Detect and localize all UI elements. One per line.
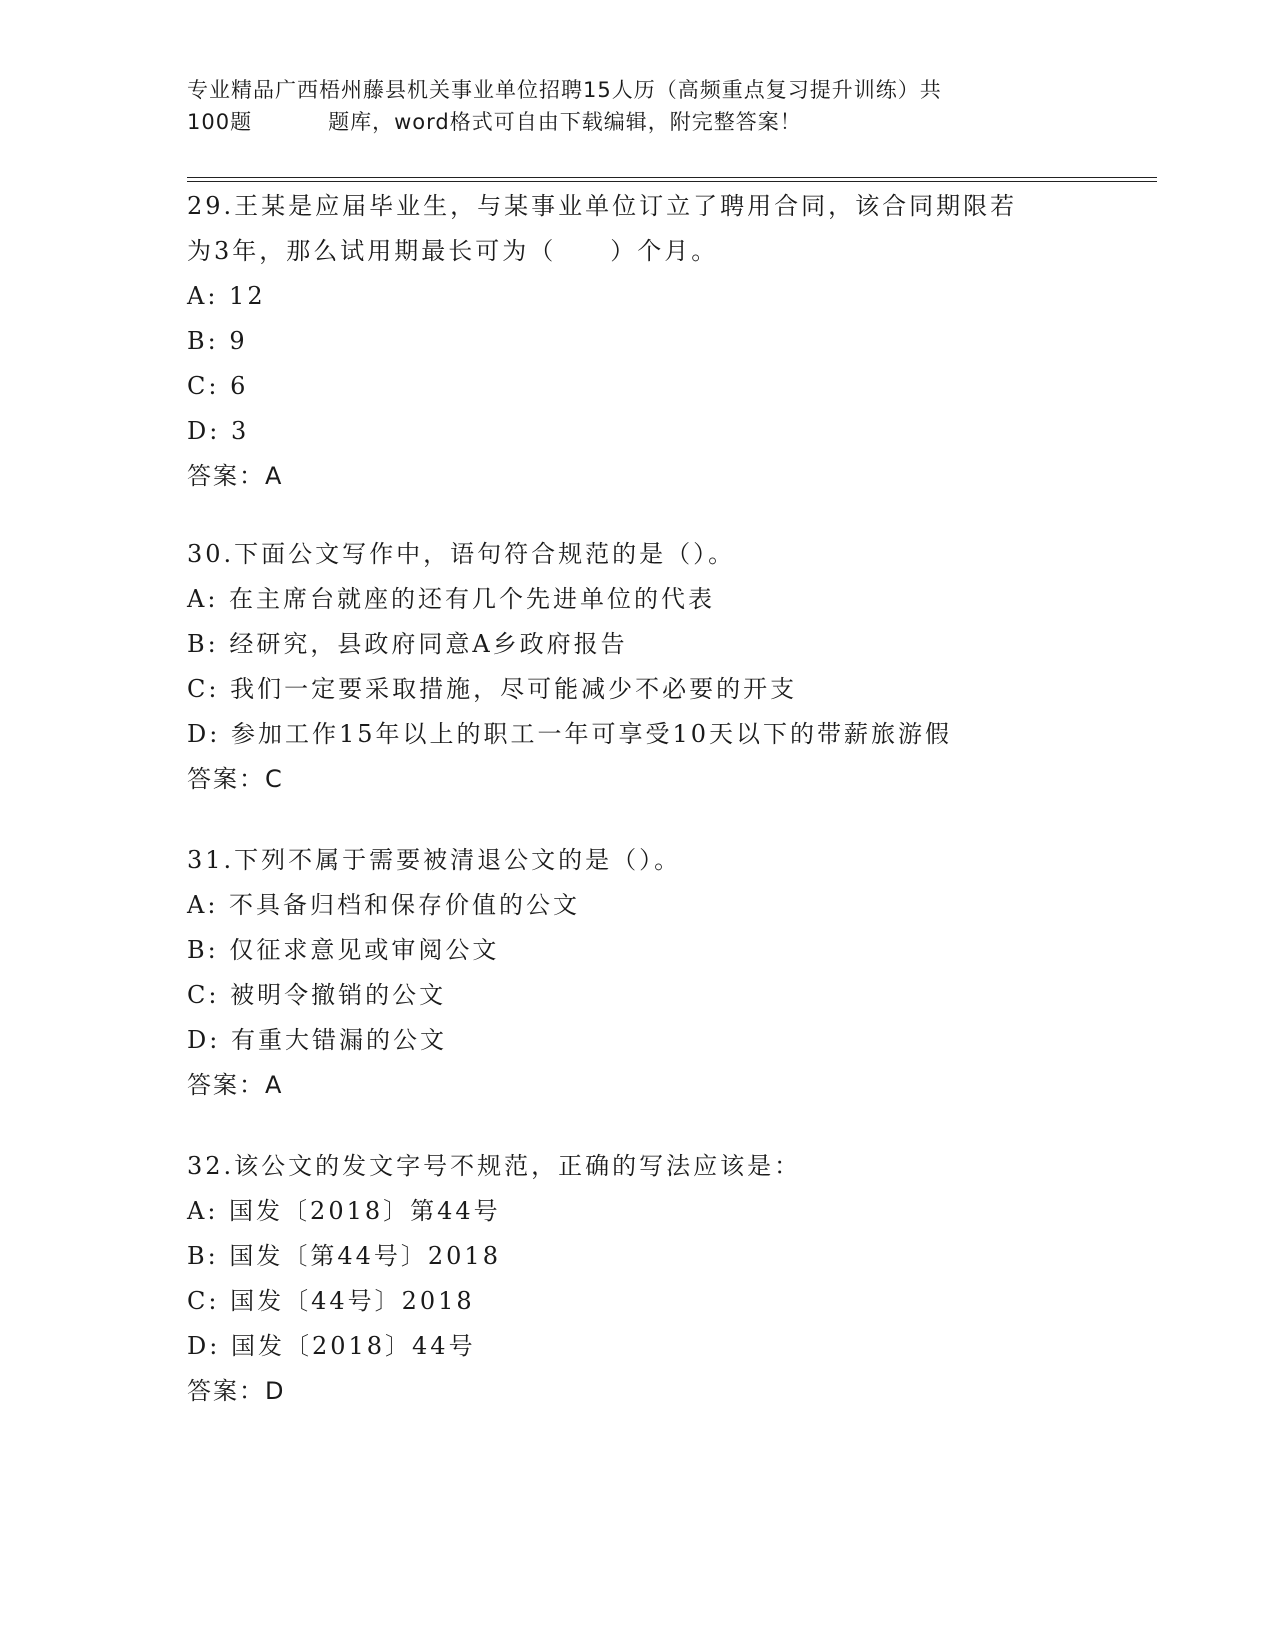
question-stem: 30.下面公文写作中，语句符合规范的是（）。 [187,540,736,568]
document-header [187,74,1067,138]
answer: 答案：A [187,462,284,490]
option-b: B: 仅征求意见或审阅公文 [187,936,500,964]
answer: 答案：D [187,1377,286,1405]
option-b: B: 9 [187,327,248,355]
option-c: C: 6 [187,372,249,400]
question-stem: 31.下列不属于需要被清退公文的是（）。 [187,846,682,874]
header-divider [187,177,1157,182]
option-a: A: 在主席台就座的还有几个先进单位的代表 [187,585,716,613]
option-c: C: 被明令撤销的公文 [187,981,447,1009]
option-c: C: 我们一定要采取措施，尽可能减少不必要的开支 [187,675,798,703]
option-d: D: 有重大错漏的公文 [187,1026,447,1054]
header-title-count: 100题 [187,110,253,134]
option-d: D: 国发〔2018〕44号 [187,1332,476,1360]
header-title-description: 题库，word格式可自由下载编辑，附完整答案！ [328,110,802,134]
option-b: B: 国发〔第44号〕2018 [187,1242,501,1270]
option-d: D: 3 [187,417,250,445]
question-32 [187,1144,1087,1414]
answer: 答案：A [187,1071,284,1099]
header-title-line1: 专业精品广西梧州藤县机关事业单位招聘15人历（高频重点复习提升训练）共 [187,78,942,102]
question-29 [187,184,1087,499]
question-stem-continuation: 为3年，那么试用期最长可为（ ）个月。 [187,237,719,265]
option-a: A: 国发〔2018〕第44号 [187,1197,501,1225]
option-b: B: 经研究，县政府同意A乡政府报告 [187,630,628,658]
question-30 [187,532,1087,802]
option-a: A: 不具备归档和保存价值的公文 [187,891,581,919]
answer: 答案：C [187,765,284,793]
option-d: D: 参加工作15年以上的职工一年可享受10天以下的带薪旅游假 [187,720,953,748]
question-stem: 32.该公文的发文字号不规范，正确的写法应该是： [187,1152,802,1180]
option-c: C: 国发〔44号〕2018 [187,1287,475,1315]
option-a: A: 12 [187,282,266,310]
question-31 [187,838,1087,1108]
question-stem: 29.王某是应届毕业生，与某事业单位订立了聘用合同，该合同期限若 [187,192,1018,220]
header-title-line2 [187,106,1067,138]
